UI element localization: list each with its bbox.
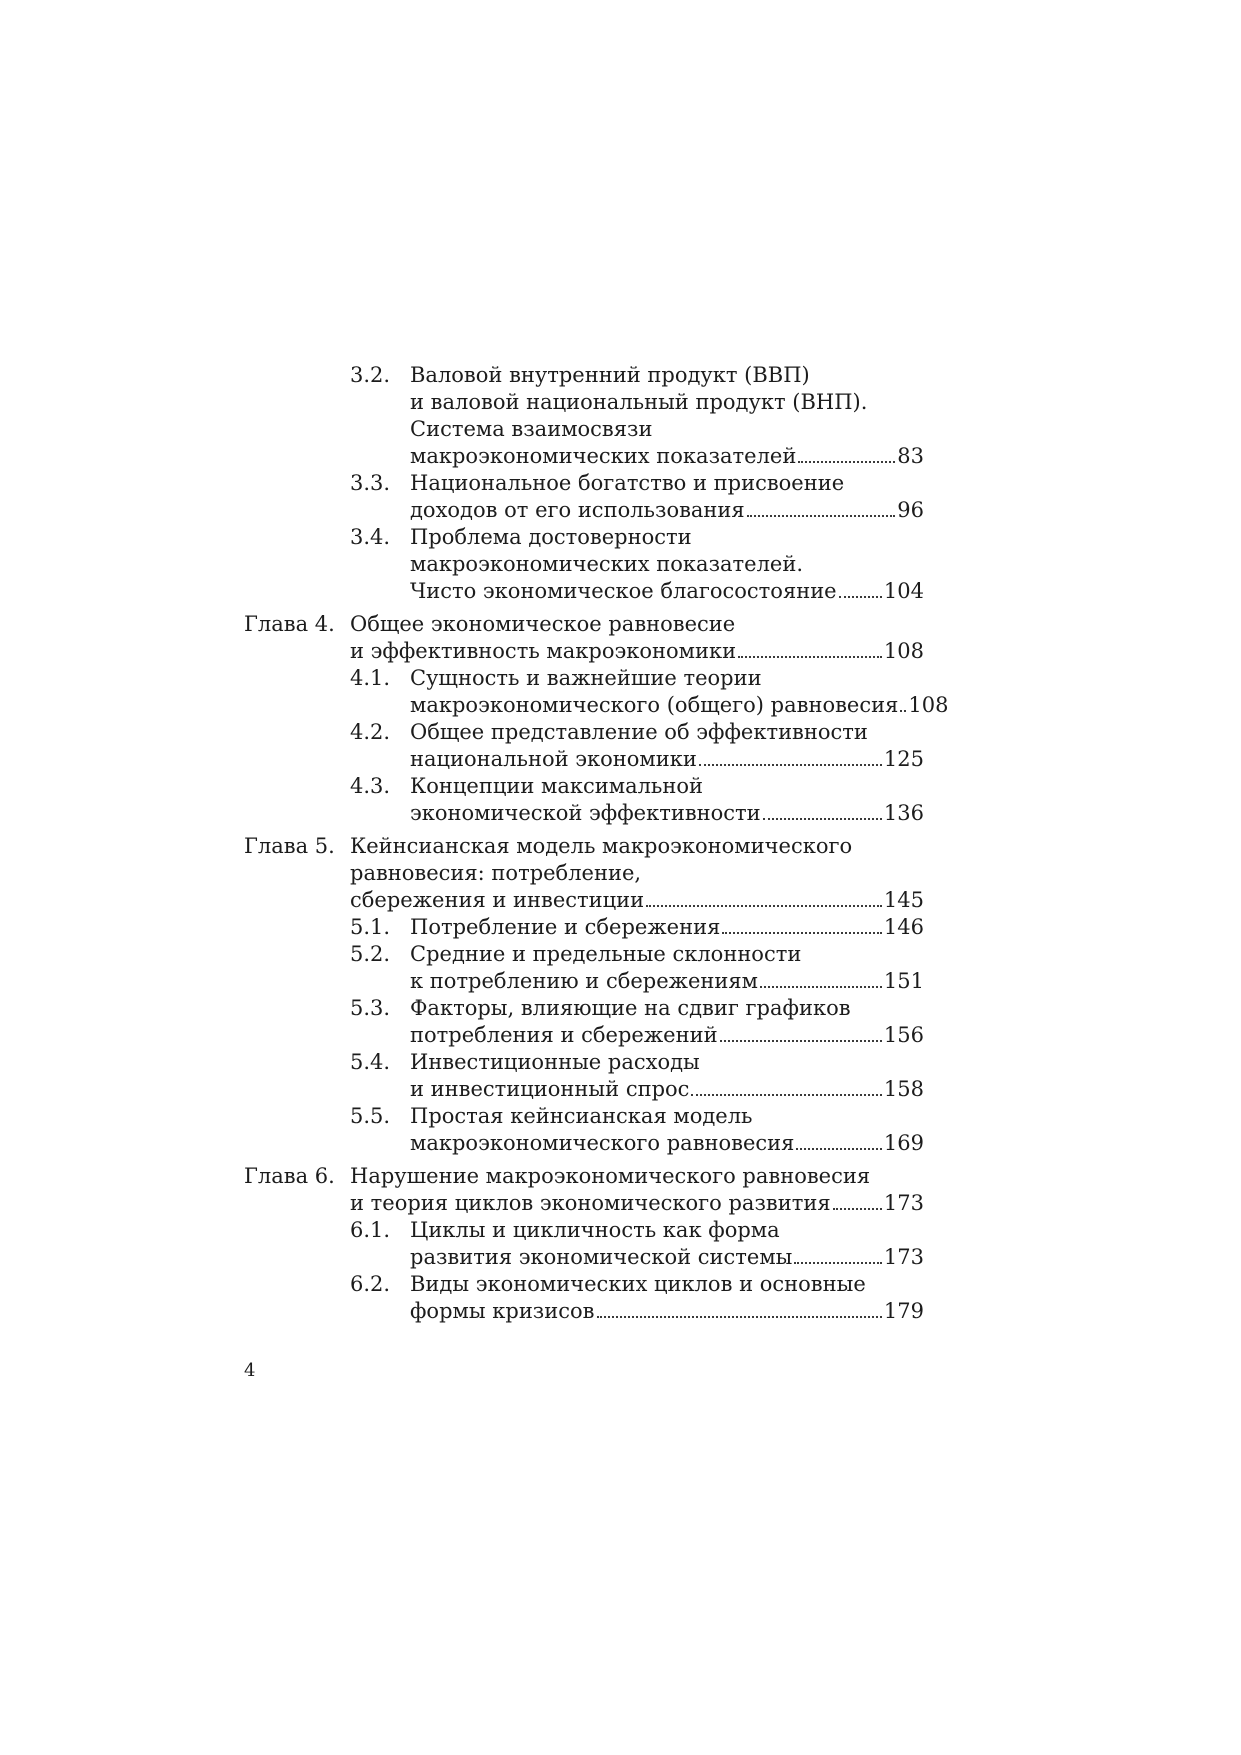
dot-leader xyxy=(798,460,895,463)
toc-section-entry xyxy=(244,665,949,719)
title-line: равновесия: потребление, xyxy=(350,861,642,885)
title-line: Общее экономическое равновесие xyxy=(350,612,736,636)
toc-section-entry xyxy=(244,524,924,605)
title-line: макроэкономических показателей xyxy=(410,444,797,468)
section-number: 5.4. xyxy=(350,1050,391,1074)
dot-leader xyxy=(839,595,882,598)
page-reference: 173 xyxy=(883,1191,924,1215)
toc-section-entry xyxy=(244,1271,924,1325)
title-line: и инвестиционный спрос xyxy=(410,1077,690,1101)
section-number: 5.5. xyxy=(350,1104,391,1128)
page-reference: 156 xyxy=(883,1023,924,1047)
title-line: Проблема достоверности xyxy=(410,525,692,549)
entry-title xyxy=(350,833,924,914)
title-last-line xyxy=(410,1130,924,1157)
entry-title xyxy=(410,995,924,1049)
title-line: Национальное богатство и присвоение xyxy=(410,471,845,495)
page-reference: 108 xyxy=(883,639,924,663)
page-reference: 158 xyxy=(883,1077,924,1101)
title-line: макроэкономического равновесия xyxy=(410,1131,795,1155)
dot-leader xyxy=(833,1207,882,1210)
section-number: 6.2. xyxy=(350,1272,391,1296)
title-line: Концепции максимальной xyxy=(410,774,703,798)
toc-chapter-entry xyxy=(244,833,924,914)
entry-title xyxy=(410,362,924,470)
title-line: национальной экономики xyxy=(410,747,697,771)
title-line: Нарушение макроэкономического равновесия xyxy=(350,1164,871,1188)
dot-leader xyxy=(796,1147,881,1150)
title-line: и валовой национальный продукт (ВНП). xyxy=(410,390,868,414)
title-line: доходов от его использования xyxy=(410,498,745,522)
page-number: 4 xyxy=(244,1360,256,1381)
title-last-line xyxy=(410,800,924,827)
page-reference: 179 xyxy=(883,1299,924,1323)
title-line: и теория циклов экономического развития xyxy=(350,1191,831,1215)
title-last-line xyxy=(410,914,924,941)
section-number: 3.3. xyxy=(350,471,391,495)
section-number: 5.1. xyxy=(350,915,391,939)
chapter-number: Глава 6. xyxy=(244,1164,335,1188)
toc-section-entry xyxy=(244,1049,924,1103)
page-reference: 83 xyxy=(897,444,924,468)
title-line: Инвестиционные расходы xyxy=(410,1050,700,1074)
title-line: развития экономической системы xyxy=(410,1245,793,1269)
chapter-number: Глава 5. xyxy=(244,834,335,858)
entry-title xyxy=(410,1271,924,1325)
title-last-line xyxy=(410,443,924,470)
entry-title xyxy=(410,719,924,773)
dot-leader xyxy=(722,931,882,934)
title-last-line xyxy=(410,578,924,605)
entry-title xyxy=(410,914,924,941)
title-line: макроэкономического (общего) равновесия xyxy=(410,693,899,717)
page-reference: 151 xyxy=(883,969,924,993)
title-line: сбережения и инвестиции xyxy=(350,888,645,912)
toc-section-entry xyxy=(244,362,924,470)
title-last-line xyxy=(410,746,924,773)
page-reference: 173 xyxy=(883,1245,924,1269)
title-line: Средние и предельные склонности xyxy=(410,942,802,966)
title-line: и эффективность макроэкономики xyxy=(350,639,737,663)
page-reference: 146 xyxy=(883,915,924,939)
section-number: 4.1. xyxy=(350,666,391,690)
title-line: Сущность и важнейшие теории xyxy=(410,666,762,690)
toc-section-entry xyxy=(244,719,924,773)
chapter-number: Глава 4. xyxy=(244,612,335,636)
title-line: формы кризисов xyxy=(410,1299,595,1323)
entry-title xyxy=(350,1163,924,1217)
dot-leader xyxy=(763,817,882,820)
section-number: 3.2. xyxy=(350,363,391,387)
title-line: Система взаимосвязи xyxy=(410,417,653,441)
section-number: 4.3. xyxy=(350,774,391,798)
title-line: Потребление и сбережения xyxy=(410,915,721,939)
page-reference: 108 xyxy=(908,693,949,717)
title-last-line xyxy=(410,1298,924,1325)
title-line: Факторы, влияющие на сдвиг графиков xyxy=(410,996,851,1020)
toc-section-entry xyxy=(244,1103,924,1157)
table-of-contents xyxy=(244,362,949,1325)
title-last-line xyxy=(410,1076,924,1103)
title-last-line xyxy=(410,692,949,719)
dot-leader xyxy=(900,709,906,712)
toc-section-entry xyxy=(244,1217,924,1271)
dot-leader xyxy=(646,904,882,907)
section-number: 5.3. xyxy=(350,996,391,1020)
toc-chapter-entry xyxy=(244,1163,924,1217)
title-line: Простая кейнсианская модель xyxy=(410,1104,753,1128)
toc-section-entry xyxy=(244,773,924,827)
title-line: экономической эффективности xyxy=(410,801,761,825)
dot-leader xyxy=(691,1093,881,1096)
dot-leader xyxy=(699,763,882,766)
title-last-line xyxy=(350,638,924,665)
title-last-line xyxy=(410,1022,924,1049)
entry-title xyxy=(410,524,924,605)
section-number: 5.2. xyxy=(350,942,391,966)
title-last-line xyxy=(410,968,924,995)
title-line: Валовой внутренний продукт (ВВП) xyxy=(410,363,810,387)
page-reference: 169 xyxy=(883,1131,924,1155)
title-last-line xyxy=(410,1244,924,1271)
title-line: Чисто экономическое благосостояние xyxy=(410,579,837,603)
section-number: 4.2. xyxy=(350,720,391,744)
entry-title xyxy=(410,1103,924,1157)
toc-chapter-entry xyxy=(244,611,924,665)
entry-title xyxy=(410,1217,924,1271)
entry-title xyxy=(350,611,924,665)
title-last-line xyxy=(350,1190,924,1217)
dot-leader xyxy=(738,655,882,658)
entry-title xyxy=(410,773,924,827)
title-line: Виды экономических циклов и основные xyxy=(410,1272,866,1296)
dot-leader xyxy=(747,514,896,517)
dot-leader xyxy=(720,1039,882,1042)
page-reference: 96 xyxy=(897,498,924,522)
toc-section-entry xyxy=(244,914,924,941)
entry-title xyxy=(410,470,924,524)
title-last-line xyxy=(410,497,924,524)
entry-title xyxy=(410,665,949,719)
page-reference: 125 xyxy=(883,747,924,771)
toc-section-entry xyxy=(244,941,924,995)
dot-leader xyxy=(794,1261,882,1264)
section-number: 3.4. xyxy=(350,525,391,549)
toc-section-entry xyxy=(244,995,924,1049)
title-line: к потреблению и сбережениям xyxy=(410,969,758,993)
title-last-line xyxy=(350,887,924,914)
title-line: потребления и сбережений xyxy=(410,1023,718,1047)
page-reference: 145 xyxy=(883,888,924,912)
page-reference: 104 xyxy=(883,579,924,603)
title-line: макроэкономических показателей. xyxy=(410,552,804,576)
page-reference: 136 xyxy=(883,801,924,825)
title-line: Циклы и цикличность как форма xyxy=(410,1218,780,1242)
toc-section-entry xyxy=(244,470,924,524)
title-line: Общее представление об эффективности xyxy=(410,720,868,744)
title-line: Кейнсианская модель макроэкономического xyxy=(350,834,853,858)
entry-title xyxy=(410,1049,924,1103)
section-number: 6.1. xyxy=(350,1218,391,1242)
entry-title xyxy=(410,941,924,995)
dot-leader xyxy=(597,1315,882,1318)
dot-leader xyxy=(760,985,882,988)
